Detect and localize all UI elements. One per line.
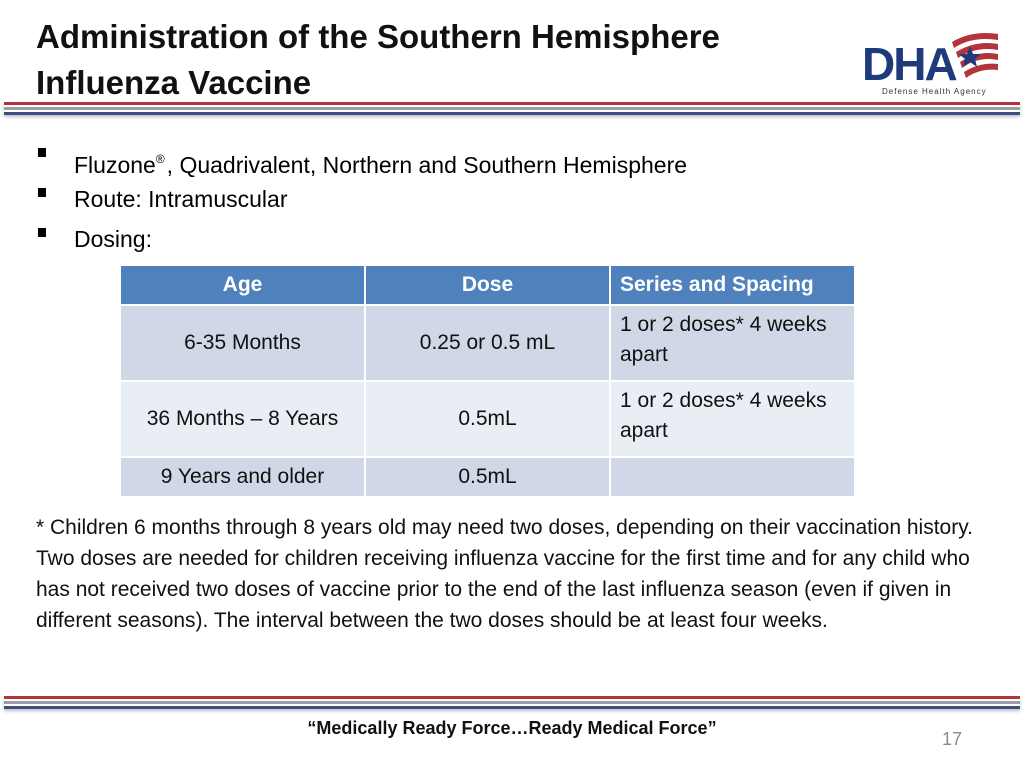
footer-divider — [4, 696, 1020, 709]
cell-dose: 0.5mL — [365, 457, 610, 497]
bullet-product-detail: , Quadrivalent, Northern and Southern Hemisphere — [166, 152, 688, 178]
cell-age: 6-35 Months — [120, 305, 365, 381]
bullet-route-text: Route: Intramuscular — [74, 186, 288, 212]
cell-series: 1 or 2 doses* 4 weeks apart — [610, 381, 855, 457]
bullet-marker-icon — [38, 188, 46, 197]
column-header-age: Age — [120, 265, 365, 305]
cell-age: 9 Years and older — [120, 457, 365, 497]
column-header-dose: Dose — [365, 265, 610, 305]
bullet-list — [38, 139, 687, 259]
dha-logo-subtitle: Defense Health Agency — [882, 87, 987, 96]
table-header-row — [120, 265, 855, 305]
dosing-table — [119, 264, 856, 498]
dha-logo-graphic — [860, 28, 1000, 100]
table-row — [120, 305, 855, 381]
cell-series — [610, 457, 855, 497]
bullet-dosing — [38, 219, 687, 259]
bullet-product — [38, 139, 687, 179]
table-row — [120, 457, 855, 497]
footnote: * Children 6 months through 8 years old may need two doses, depending on their vaccination history. Two doses are needed for children receiving influenza vaccine for the first time and for any child who has not received two doses of vaccine prior to the end of the last influenza season (even if given in different seasons). The interval between the two doses should be at least four weeks. — [36, 516, 973, 632]
table-row — [120, 381, 855, 457]
bullet-route — [38, 179, 687, 219]
header-divider — [4, 102, 1020, 115]
footer-slogan: “Medically Ready Force…Ready Medical Force” — [307, 718, 717, 738]
slide-title-line-1: Administration of the Southern Hemisphere — [36, 18, 720, 55]
cell-dose: 0.5mL — [365, 381, 610, 457]
dha-logo-wordmark: DHA — [862, 38, 956, 90]
bullet-product-name: Fluzone — [74, 152, 156, 178]
cell-dose: 0.25 or 0.5 mL — [365, 305, 610, 381]
bullet-marker-icon — [38, 148, 46, 157]
slide-title-line-2: Influenza Vaccine — [36, 64, 312, 101]
column-header-series: Series and Spacing — [610, 265, 855, 305]
bullet-marker-icon — [38, 228, 46, 237]
dha-logo — [860, 28, 1000, 100]
page-number: 17 — [941, 729, 963, 749]
registered-mark: ® — [155, 152, 165, 166]
cell-series: 1 or 2 doses* 4 weeks apart — [610, 305, 855, 381]
slide-title — [36, 14, 816, 106]
cell-age: 36 Months – 8 Years — [120, 381, 365, 457]
bullet-dosing-text: Dosing: — [74, 226, 152, 252]
